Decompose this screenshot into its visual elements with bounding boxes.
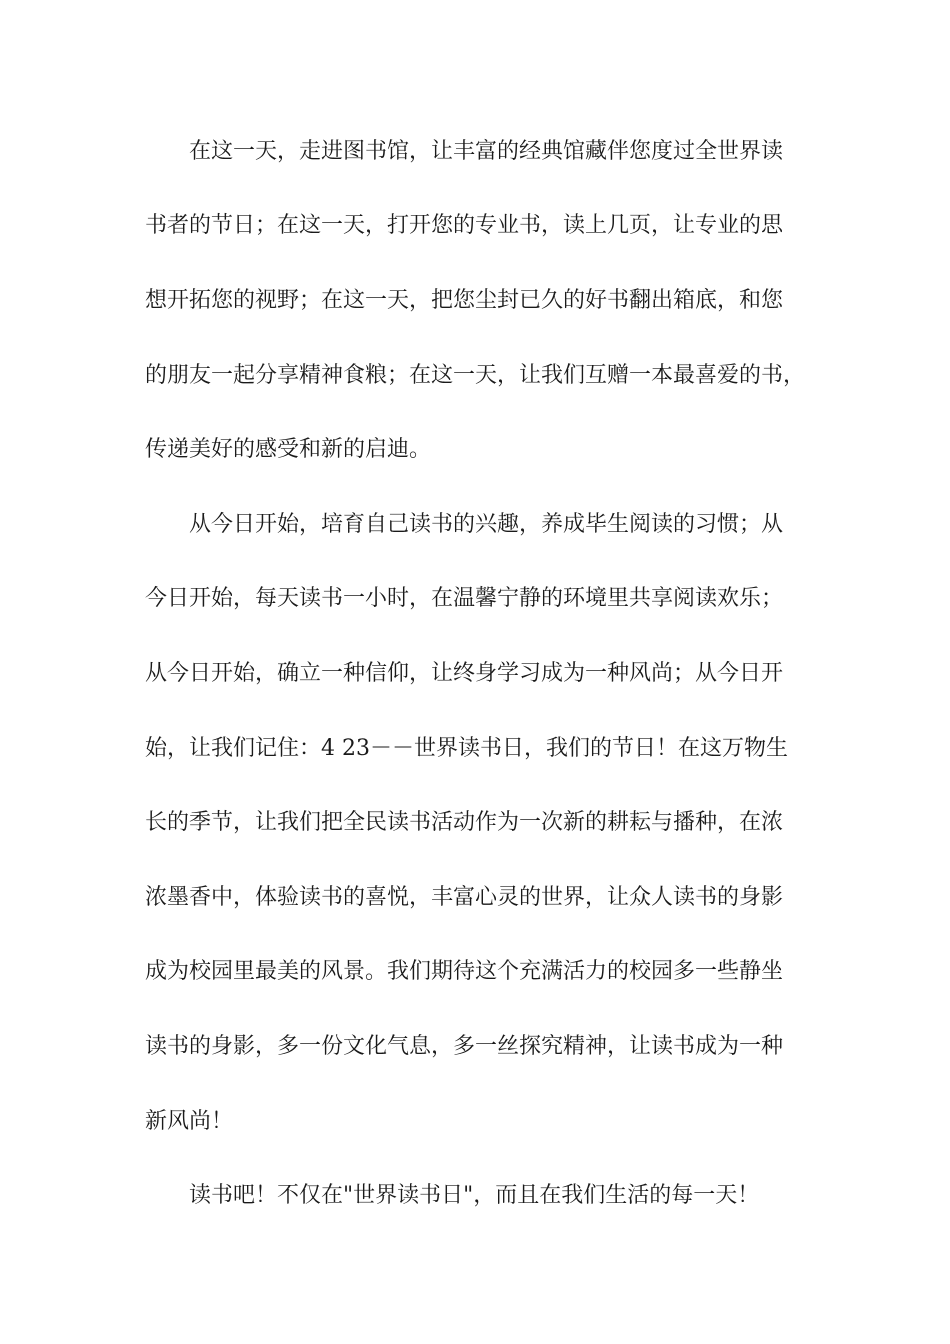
paragraph-2-line-2: 今日开始，每天读书一小时，在温馨宁静的环境里共享阅读欢乐； — [145, 586, 784, 611]
paragraph-2-line-9: 新风尚！ — [145, 1109, 234, 1134]
paragraph-2-line-7: 成为校园里最美的风景。我们期待这个充满活力的校园多一些静坐 — [145, 959, 784, 984]
paragraph-1-line-2: 书者的节日；在这一天，打开您的专业书，读上几页，让专业的思 — [145, 213, 784, 238]
paragraph-1-line-5: 传递美好的感受和新的启迪。 — [145, 437, 432, 462]
paragraph-2-line-5: 长的季节，让我们把全民读书活动作为一次新的耕耘与播种，在浓 — [145, 810, 784, 835]
paragraph-2-line-3: 从今日开始，确立一种信仰，让终身学习成为一种风尚；从今日开 — [145, 661, 784, 686]
paragraph-2-line-1: 从今日开始，培育自己读书的兴趣，养成毕生阅读的习惯；从 — [189, 512, 784, 537]
paragraph-1-line-3: 想开拓您的视野；在这一天，把您尘封已久的好书翻出箱底，和您 — [145, 288, 784, 313]
paragraph-3-line-1: 读书吧！不仅在"世界读书日"，而且在我们生活的每一天！ — [189, 1183, 760, 1208]
paragraph-1-line-4: 的朋友一起分享精神食粮；在这一天，让我们互赠一本最喜爱的书， — [145, 363, 806, 388]
paragraph-2-line-4: 始，让我们记住：4 23－－世界读书日，我们的节日！在这万物生 — [145, 736, 788, 761]
paragraph-1-line-1: 在这一天，走进图书馆，让丰富的经典馆藏伴您度过全世界读 — [189, 139, 784, 164]
paragraph-2-line-6: 浓墨香中，体验读书的喜悦，丰富心灵的世界，让众人读书的身影 — [145, 885, 784, 910]
paragraph-2-line-8: 读书的身影，多一份文化气息，多一丝探究精神，让读书成为一种 — [145, 1034, 784, 1059]
